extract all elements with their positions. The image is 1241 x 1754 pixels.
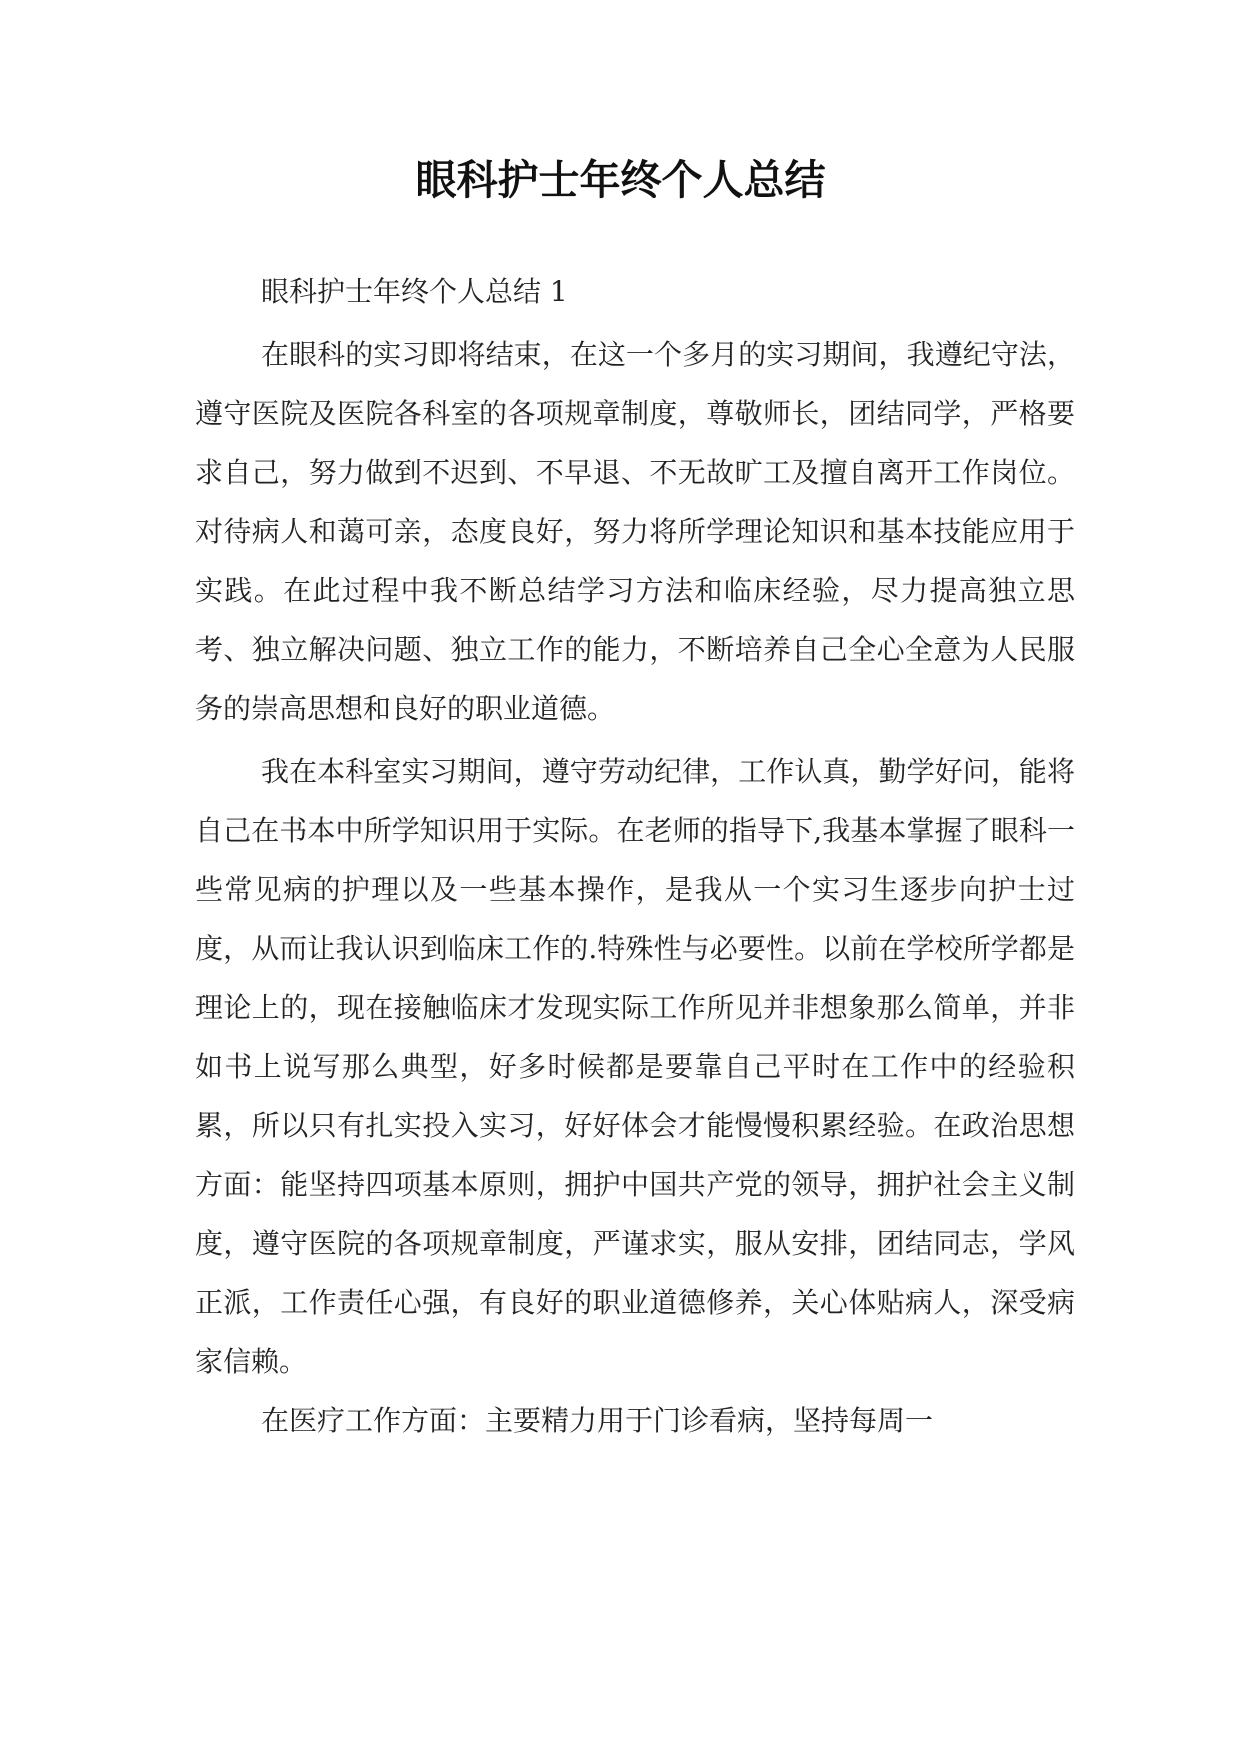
paragraph: 在眼科的实习即将结束，在这一个多月的实习期间，我遵纪守法，遵守医院及医院各科室的各项规章制度，尊敬师长，团结同学，严格要求自己，努力做到不迟到、不早退、不无故旷工及擅自离开工作岗位。对待病人和蔼可亲，态度良好，努力将所学理论知识和基本技能应用于实践。在此过程中我不断总结学习方法和临床经验，尽力提高独立思考、独立解决问题、独立工作的能力，不断培养自己全心全意为人民服务的崇高思想和良好的职业道德。 <box>195 338 1075 725</box>
document-body <box>195 262 1075 1450</box>
paragraph: 我在本科室实习期间，遵守劳动纪律，工作认真，勤学好问，能将自己在书本中所学知识用于实际。在老师的指导下,我基本掌握了眼科一些常见病的护理以及一些基本操作，是我从一个实习生逐步向护士过度，从而让我认识到临床工作的.特殊性与必要性。以前在学校所学都是理论上的，现在接触临床才发现实际工作所见并非想象那么简单，并非如书上说写那么典型，好多时候都是要靠自己平时在工作中的经验积累，所以只有扎实投入实习，好好体会才能慢慢积累经验。在政治思想方面：能坚持四项基本原则，拥护中国共产党的领导，拥护社会主义制度，遵守医院的各项规章制度，严谨求实，服从安排，团结同志，学风正派，工作责任心强，有良好的职业道德修养，关心体贴病人，深受病家信赖。 <box>195 755 1075 1378</box>
document-title: 眼科护士年终个人总结 <box>415 156 826 204</box>
paragraph: 在医疗工作方面：主要精力用于门诊看病，坚持每周一 <box>261 1404 934 1437</box>
section-heading: 眼科护士年终个人总结 1 <box>261 275 568 308</box>
